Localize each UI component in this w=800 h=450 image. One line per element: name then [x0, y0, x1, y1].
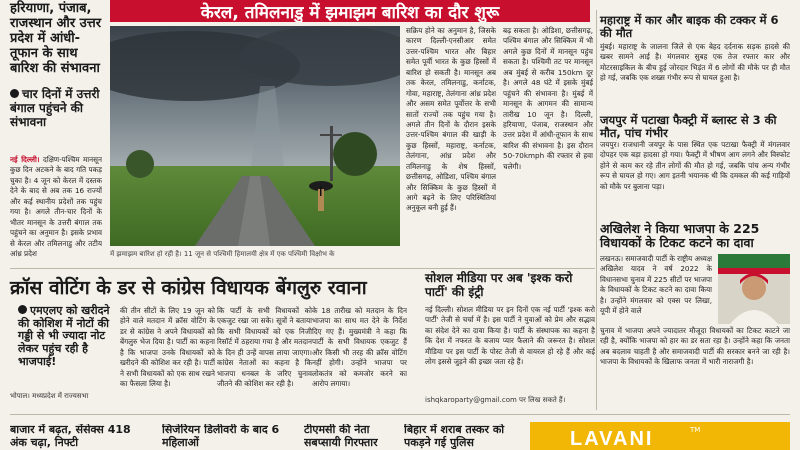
lead-article-col-2: बढ़ सकता है। ओडिशा, छत्तीसगढ़, पश्चिम बंगाल और सिक्किम में भी अगले कुछ दिनों में मानसून पहुंच सकता है। पश्चिमी तट पर मानसून अब मुंबई से करीब 150km दूर है। अगले 48 घंटे में इसके मुंबई पहुंचने की संभावना है। मुंबई में मानसून के आगमन की सामान्य तारीख 10 जून है। दिल्ली, हरियाणा, पंजाब, राजस्थान और उत्तर प्रदेश में आंधी-तूफान के साथ बारिश की संभावना है। इस दौरान 50-70kmph की रफ्तार से हवा चलेगी। — [503, 26, 593, 171]
politician-photo — [718, 254, 790, 324]
cross-article-col-1: की तीन सीटों के लिए 19 जून को होने वाले मतदान में क्रॉस वोटिंग के डर से कांग्रेस ने अपने विधायकों को बेंगलुरु भेज दिया है। पार्टी का कहना है कि भाजपा उनके विधायकों को खरीदने की कोशिश कर रही है। पार्टी ने सभी विधायकों को एक साथ रखने का फैसला लिया है। — [120, 306, 215, 389]
left-article-text: दक्षिण-पश्चिम मानसून कुछ दिन अटकने के बाद गति पकड़ चुका है। 4 जून को केरल में दस्तक देने के बाद से अब तक 16 राज्यों और कई स्थानीय प्रदेशों तक पहुंच गया है। अगले तीन-चार दिनों के भीतर मानसून के उत्तरी बंगाल तक पहुंचने का अनुमान है। इसके प्रभाव से केरल और तमिलनाडु और तटीय आंध्र प्रदेश — [10, 155, 102, 257]
advertisement-banner — [530, 422, 790, 450]
bottom-divider — [10, 414, 790, 415]
right-article-3-body-continued: चुनाव में भाजपा अपने ज्यादातर मौजूदा विधायकों का टिकट काटने जा रही है, क्योंकि भाजपा को हार का डर सता रहा है। उन्होंने कहा कि जनता अब बदलाव चाहती है और समाजवादी पार्टी की सरकार बनने जा रही है। भाजपा के विधायकों के खिलाफ जनता में भारी नाराजगी है। — [600, 326, 790, 367]
right-article-3-body: लखनऊ। समाजवादी पार्टी के राष्ट्रीय अध्यक्ष अखिलेश यादव ने वर्ष 2022 के विधानसभा चुनाव में 225 सीटों पर भाजपा के विधायकों के टिकट कटने का दावा किया है। उन्होंने मंगलवार को एक्स पर लिखा, यूपी में होने वाले — [600, 254, 712, 316]
right-headline-1: महाराष्ट्र में कार और बाइक की टक्कर में 6 की मौत — [600, 13, 779, 41]
left-headline-2-text: चार दिनों में उत्तरी बंगाल पहुंचने की संभावना — [10, 87, 100, 129]
cross-voting-quote-text: एमएलए को खरीदने की कोशिश में नोटों की गड्डी से भी ज्यादा नोट लेकर पहुंच रही है भाजपाई! — [18, 304, 110, 368]
rain-photo — [110, 26, 400, 246]
cross-voting-headline: क्रॉस वोटिंग के डर से कांग्रेस विधायक बेंगलुरु रवाना — [10, 277, 367, 299]
cross-voting-quote — [18, 305, 113, 368]
lead-headline: केरल, तमिलनाडु में झमाझम बारिश का दौर शुरू — [200, 2, 500, 22]
right-headline-2: जयपुर में पटाखा फैक्ट्री में ब्लास्ट से 3 की मौत, पांच गंभीर — [600, 113, 777, 141]
bullet-icon — [18, 305, 27, 314]
dateline: नई दिल्ली। — [10, 155, 40, 164]
lead-article-col-1: सक्रिय होने का अनुमान है, जिसके कारण दिल्ली-एनसीआर समेत उत्तर-पश्चिम भारत और बिहार समेत पूर्वी भारत के कुछ हिस्सों में बारिश हो सकती है। मानसून अब तक केरल, तमिलनाडु, कर्नाटक, गोवा, महाराष्ट्र, तेलंगाना आंध्र प्रदेश और असम समेत पूर्वोत्तर के सभी सातों राज्यों तक पहुंच गया है। अगले तीन दिनों के दौरान इसके उत्तर-पश्चिम बंगाल की खाड़ी के कुछ हिस्सों, महाराष्ट्र, कर्नाटक, तेलंगाना, आंध्र प्रदेश और तमिलनाडु के शेष हिस्सों, छत्तीसगढ़, ओडिशा, पश्चिम बंगाल और सिक्किम के कुछ हिस्सों में आगे बढ़ने के लिए परिस्थितियां अनुकूल बनी हुई हैं। — [406, 26, 496, 213]
teaser-headline-bihar: बिहार में शराब तस्कर को पकड़ने गई पुलिस — [404, 424, 505, 449]
section-divider — [10, 268, 595, 269]
teaser-headline-tmc: टीएमसी की नेता सबप्सायी गिरफ्तार — [304, 424, 378, 449]
ad-trademark: TM — [690, 426, 701, 434]
cross-byline: भोपाल। मध्यप्रदेश में राज्यसभा — [10, 392, 89, 400]
social-media-body: नई दिल्ली। सोशल मीडिया पर इन दिनों एक नई पार्टी 'इश्क करो पार्टी' तेजी से चर्चा में है। इस पार्टी ने युवाओं को प्रेम और सद्भाव का संदेश देने का दावा किया है। पार्टी के संस्थापक का कहना है कि देश में नफरत के बजाय प्यार फैलाने की जरूरत है। सोशल मीडिया पर इस पार्टी के पोस्ट तेजी से वायरल हो रहे हैं और कई लोग इससे जुड़ने की इच्छा जता रहे हैं। — [425, 305, 595, 367]
right-article-1-body: मुंबई। महाराष्ट्र के जालना जिले से एक बेहद दर्दनाक सड़क हादसे की खबर सामने आई है। मंगलवार सुबह एक तेज रफ्तार कार और मोटरसाइकिल के बीच हुई जोरदार भिड़ंत में 6 लोगों की मौके पर ही मौत हो गई, जबकि एक शख्स गंभीर रूप से घायल हुआ है। — [600, 42, 790, 83]
lead-headline-banner — [110, 0, 590, 22]
social-media-email: ishqkaroparty@gmail.com पर लिख सकते हैं। — [425, 396, 566, 404]
left-article-body — [10, 155, 102, 257]
left-headline-1: हरियाणा, पंजाब, राजस्थान और उत्तर प्रदेश में आंधी-तूफान के साथ बारिश की संभावना — [10, 1, 102, 76]
right-headline-3: अखिलेश ने किया भाजपा के 225 विधायकों के टिकट कटने का दावा — [600, 221, 760, 251]
column-divider — [596, 10, 597, 410]
bullet-icon — [10, 89, 19, 98]
right-article-2-body: जयपुर। राजधानी जयपुर के पास स्थित एक पटाखा फैक्ट्री में मंगलवार दोपहर एक बड़ा हादसा हो गया। फैक्ट्री में भीषण आग लगने और विस्फोट होने से काम कर रहे तीन लोगों की मौत हो गई, जबकि पांच अन्य गंभीर रूप से घायल हो गए। आग इतनी भयानक थी कि दमकल की कई गाड़ियों को मौके पर बुलाना पड़ा। — [600, 140, 790, 191]
left-headline-2 — [10, 88, 102, 129]
rain-photo-illustration — [110, 26, 400, 246]
teaser-headline-market: बाजार में बढ़त, सेंसेक्स 418 अंक चढ़ा, निफ्टी — [10, 424, 131, 449]
cross-article-col-2: कि पार्टी के सभी विधायकों को एकजुट रखा जा सके। सूत्रों ने बताया कि सभी विधायकों को एक निजी रिसॉर्ट में ठहराया गया है और मतदान के दिन ही उन्हें वापस लाया जाएगा। कांग्रेस नेताओं का कहना है कि भाजपा धनबल के जरिए चुनाव जीतने की कोशिश कर रही है। — [217, 306, 312, 389]
social-media-headline: सोशल मीडिया पर अब 'इश्क करो पार्टी' की इंट्री — [425, 271, 573, 299]
teaser-headline-delivery: सिजेरियन डिलीवरी के बाद 6 महिलाओं — [162, 424, 280, 449]
photo-caption: में झमाझम बारिश हो रही है। 11 जून से पश्चिमी हिमालयी क्षेत्र में एक पश्चिमी विक्षोभ के — [110, 250, 335, 258]
ad-brand-text: LAVANI — [570, 428, 654, 450]
politician-photo-illustration — [718, 254, 790, 324]
cross-article-col-3: के 18 तारीख को मतदान के दिन भाजपा का साथ मत देने के निर्देश दिए गए हैं। मुख्यमंत्री ने कहा कि पार्टी के सभी विधायक एकजुट हैं और किसी भी तरह की क्रॉस वोटिंग नहीं होगी। उन्होंने भाजपा पर लोकतंत्र को कमजोर करने का आरोप लगाया। — [312, 306, 407, 389]
